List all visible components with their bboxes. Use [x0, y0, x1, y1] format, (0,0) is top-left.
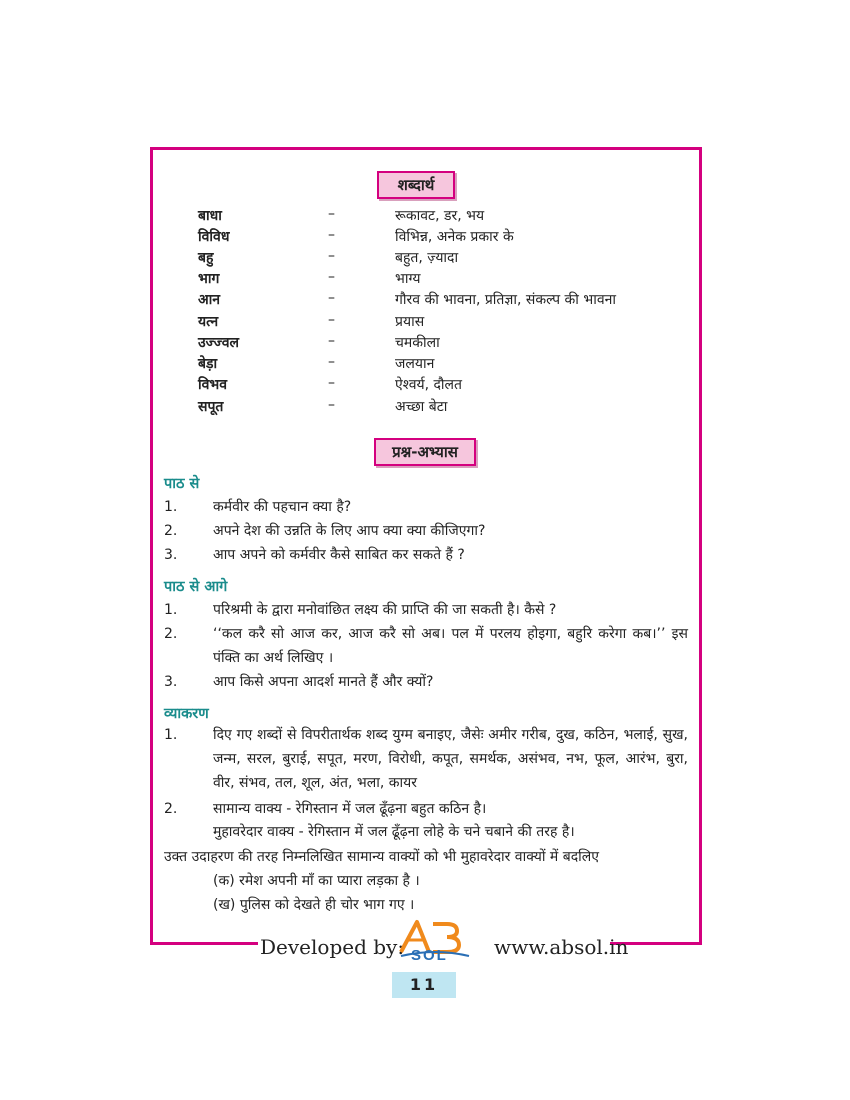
glossary-meaning: रूकावट, डर, भय [395, 208, 485, 224]
glossary-word: विभव [198, 377, 228, 393]
question-text: ‘‘कल करै सो आज कर, आज करै सो अब। पल में परलय होइगा, बहुरि करेगा कब।’’ इस पंक्ति का अर्थ लिखिए । [213, 626, 688, 666]
glossary-meaning: बहुत, ज़्यादा [395, 250, 459, 266]
glossary-row [198, 312, 658, 333]
section-heading: व्याकरण [164, 706, 209, 722]
glossary-dash: – [328, 397, 335, 413]
glossary-dash: – [328, 290, 335, 306]
question-number: 1. [164, 602, 178, 618]
glossary-row [198, 397, 658, 418]
glossary-meaning: जलयान [395, 356, 435, 372]
glossary-row [198, 206, 658, 227]
glossary-meaning: चमकीला [395, 335, 440, 351]
glossary-dash: – [328, 206, 335, 222]
website-link[interactable]: www.absol.in [494, 935, 629, 959]
glossary-meaning: विभिन्न, अनेक प्रकार के [395, 229, 514, 245]
page-number: 11 [392, 972, 456, 998]
glossary-dash: – [328, 269, 335, 285]
question-number: 2. [164, 523, 178, 539]
question-item [164, 797, 688, 821]
glossary-meaning: गौरव की भावना, प्रतिज्ञा, संकल्प की भावना [395, 292, 617, 308]
section-heading: पाठ से [164, 476, 200, 492]
question-item [164, 622, 688, 670]
question-text: आप किसे अपना आदर्श मानते हैं और क्यों? [213, 674, 434, 690]
glossary-row [198, 375, 658, 396]
glossary-word: उज्ज्वल [198, 335, 239, 351]
question-text: सामान्य वाक्य - रेगिस्तान में जल ढूँढ़ना बहुत कठिन है। [213, 801, 487, 817]
question-number: 2. [164, 801, 178, 817]
absol-logo [395, 918, 475, 968]
glossary-word: विविध [198, 229, 230, 245]
sub-item: (क) रमेश अपनी माँ का प्यारा लड़का है । [213, 873, 420, 889]
glossary-meaning: प्रयास [395, 314, 425, 330]
glossary-word: बहु [198, 250, 214, 266]
question-item [164, 598, 688, 622]
glossary-row [198, 354, 658, 375]
question-text: दिए गए शब्दों से विपरीतार्थक शब्द युग्म बनाइए, जैसेः अमीर गरीब, दुख, कठिन, भलाई, सुख, जन्म, सरल, बुराई, सपूत, मरण, विरोधी, कपूत, समर्थक, असंभव, नभ, फूल, आरंभ, बुरा, वीर, संभव, तल, शूल, अंत, भला, कायर [213, 727, 688, 791]
glossary-word: आन [198, 292, 221, 308]
question-text: आप अपने को कर्मवीर कैसे साबित कर सकते हैं ? [213, 547, 465, 563]
glossary-word: बाधा [198, 208, 222, 224]
question-item [164, 495, 688, 519]
glossary-word: यत्न [198, 314, 219, 330]
question-number: 1. [164, 499, 178, 515]
glossary-meaning: ऐश्वर्य, दौलत [395, 377, 463, 393]
exercise-title: प्रश्न-अभ्यास [374, 438, 476, 466]
glossary-word: बेड़ा [198, 356, 218, 372]
logo-text: SOL [411, 947, 448, 964]
glossary-row [198, 269, 658, 290]
glossary-title: शब्दार्थ [377, 171, 455, 199]
question-number: 3. [164, 547, 178, 563]
glossary-dash: – [328, 375, 335, 391]
glossary-word: भाग [198, 271, 220, 287]
glossary-dash: – [328, 312, 335, 328]
sub-item: (ख) पुलिस को देखते ही चोर भाग गए । [213, 897, 415, 913]
question-number: 2. [164, 626, 178, 642]
idiom-sentence: मुहावरेदार वाक्य - रेगिस्तान में जल ढूँढ़ना लोहे के चने चबाने की तरह है। [213, 824, 575, 840]
question-item [164, 670, 688, 694]
section-heading: पाठ से आगे [164, 579, 228, 595]
question-number: 1. [164, 727, 178, 743]
question-item [164, 723, 688, 795]
glossary-row [198, 248, 658, 269]
footer-rule-left [150, 942, 258, 945]
question-text: कर्मवीर की पहचान क्या है? [213, 499, 352, 515]
glossary-row [198, 290, 658, 311]
developed-by-label: Developed by: [260, 935, 405, 959]
question-item [164, 543, 688, 567]
glossary-dash: – [328, 333, 335, 349]
glossary-meaning: भाग्य [395, 271, 421, 287]
glossary-dash: – [328, 248, 335, 264]
question-text: अपने देश की उन्नति के लिए आप क्या क्या कीजिएगा? [213, 523, 486, 539]
glossary-row [198, 333, 658, 354]
instruction-text: उक्त उदाहरण की तरह निम्नलिखित सामान्य वाक्यों को भी मुहावरेदार वाक्यों में बदलिए [164, 849, 600, 865]
question-text: परिश्रमी के द्वारा मनोवांछित लक्ष्य की प्राप्ति की जा सकती है। कैसे ? [213, 602, 557, 618]
glossary-row [198, 227, 658, 248]
glossary-dash: – [328, 354, 335, 370]
glossary-meaning: अच्छा बेटा [395, 399, 448, 415]
question-item [164, 519, 688, 543]
question-number: 3. [164, 674, 178, 690]
glossary-dash: – [328, 227, 335, 243]
glossary-word: सपूत [198, 399, 224, 415]
